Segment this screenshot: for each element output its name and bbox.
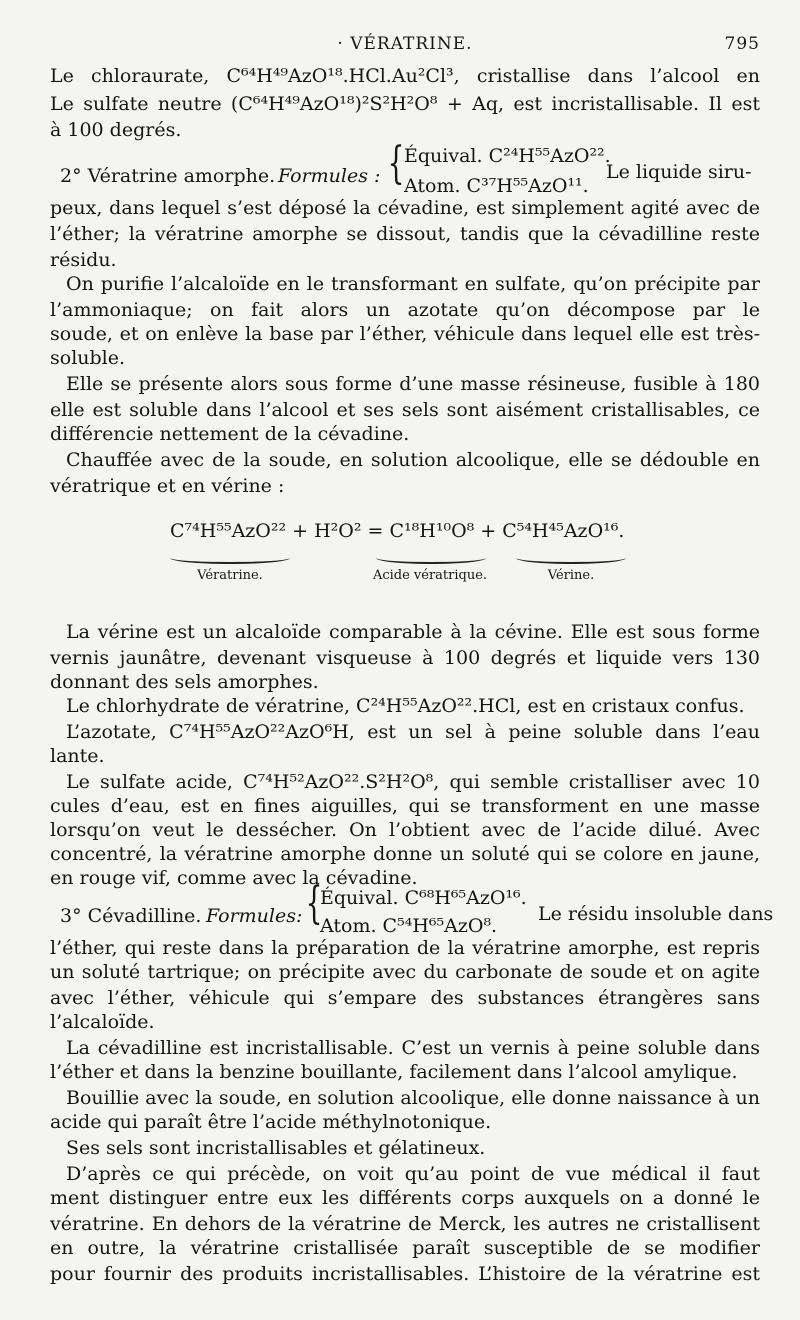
text-line: cules d’eau, est en fines aiguilles, qui se transforment en une masse: [50, 795, 760, 817]
text-line: La vérine est un alcaloïde comparable à la cévine. Elle est sous forme: [66, 621, 760, 643]
text-line: l’ammoniaque; on fait alors un azotate qu’on décompose par le: [50, 299, 760, 321]
text-line: La cévadilline est incristallisable. C’est un vernis à peine soluble dans: [66, 1037, 760, 1059]
formula-equival: Équival. C⁶⁸H⁶⁵AzO¹⁶.: [320, 887, 527, 909]
page-number: 795: [724, 34, 760, 54]
equation-label: Vérine.: [547, 568, 595, 583]
section-heading: 3° Cévadilline.: [60, 905, 202, 927]
text-line: Bouillie avec la soude, en solution alcoolique, elle donne naissance à un: [66, 1087, 760, 1109]
section-heading: 2° Vératrine amorphe.: [60, 165, 276, 187]
text-line: soluble.: [50, 347, 126, 369]
text-line: acide qui paraît être l’acide méthylnotonique.: [50, 1111, 492, 1133]
text-line: vératrine. En dehors de la vératrine de Merck, les autres ne cristallisent: [50, 1213, 760, 1235]
equation-label: Vératrine.: [197, 568, 263, 583]
text-line: l’éther; la vératrine amorphe se dissout, tandis que la cévadilline reste: [50, 223, 760, 245]
formula-equival: Équival. C²⁴H⁵⁵AzO²².: [404, 145, 611, 167]
text-line: Le sulfate acide, C⁷⁴H⁵²AzO²².S²H²O⁸, qui semble cristalliser avec 10: [66, 771, 760, 793]
text-line: Le chloraurate, C⁶⁴H⁴⁹AzO¹⁸.HCl.Au²Cl³, cristallise dans l’alcool en: [50, 65, 760, 87]
text-line: Le résidu insoluble dans: [538, 903, 774, 925]
text-line: Ses sels sont incristallisables et gélatineux.: [66, 1137, 486, 1159]
text-line: concentré, la vératrine amorphe donne un soluté qui se colore en jaune,: [50, 843, 760, 865]
brace-symbol: {: [305, 878, 323, 929]
text-line: soude, et on enlève la base par l’éther, véhicule dans lequel elle est très-: [50, 323, 760, 345]
text-line: l’éther, qui reste dans la préparation de la vératrine amorphe, est repris: [50, 937, 760, 959]
text-line: elle est soluble dans l’alcool et ses sels sont aisément cristallisables, ce: [50, 399, 760, 421]
text-line: en outre, la vératrine cristallisée paraît susceptible de se modifier: [50, 1237, 760, 1259]
text-line: D’après ce qui précède, on voit qu’au point de vue médical il faut: [66, 1163, 760, 1185]
text-line: Le sulfate neutre (C⁶⁴H⁴⁹AzO¹⁸)²S²H²O⁸ + Aq, est incristallisable. Il est: [50, 93, 760, 115]
underbrace: [170, 552, 290, 564]
chemical-equation: C⁷⁴H⁵⁵AzO²² + H²O² = C¹⁸H¹⁰O⁸ + C⁵⁴H⁴⁵AzO¹⁶.: [170, 520, 625, 542]
equation-label: Acide vératrique.: [372, 568, 488, 583]
text-line: On purifie l’alcaloïde en le transformant en sulfate, qu’on précipite par: [66, 273, 760, 295]
underbrace: [376, 552, 486, 564]
text-line: résidu.: [50, 249, 117, 271]
text-line: peux, dans lequel s’est déposé la cévadine, est simplement agité avec de: [50, 197, 760, 219]
text-line: Chauffée avec de la soude, en solution alcoolique, elle se dédouble en: [66, 449, 760, 471]
text-line: avec l’éther, véhicule qui s’empare des substances étrangères sans: [50, 987, 760, 1009]
text-line: Elle se présente alors sous forme d’une masse résineuse, fusible à 180: [66, 373, 760, 395]
formulas-label: Formules :: [278, 165, 381, 187]
underbrace: [516, 552, 626, 564]
text-line: en rouge vif, comme avec la cévadine.: [50, 867, 418, 889]
formula-atom: Atom. C³⁷H⁵⁵AzO¹¹.: [404, 175, 589, 197]
text-line: Le chlorhydrate de vératrine, C²⁴H⁵⁵AzO²².HCl, est en cristaux confus.: [66, 695, 745, 717]
text-line: à 100 degrés.: [50, 119, 182, 141]
text-line: lante.: [50, 745, 105, 767]
text-line: Le liquide siru-: [606, 161, 752, 183]
text-line: pour fournir des produits incristallisables. L’histoire de la vératrine est: [50, 1263, 760, 1285]
text-line: ment distinguer entre eux les différents corps auxquels on a donné le: [50, 1187, 760, 1209]
text-line: l’éther et dans la benzine bouillante, facilement dans l’alcool amylique.: [50, 1061, 738, 1083]
text-line: vernis jaunâtre, devenant visqueuse à 100 degrés et liquide vers 130: [50, 647, 760, 669]
text-line: lorsqu’on veut le dessécher. On l’obtient avec de l’acide dilué. Avec: [50, 819, 760, 841]
text-line: l’alcaloïde.: [50, 1011, 155, 1033]
text-line: différencie nettement de la cévadine.: [50, 423, 410, 445]
text-line: donnant des sels amorphes.: [50, 671, 319, 693]
running-title: · VÉRATRINE.: [337, 34, 473, 54]
brace-symbol: {: [387, 138, 405, 189]
text-line: L’azotate, C⁷⁴H⁵⁵AzO²²AzO⁶H, est un sel à peine soluble dans l’eau: [66, 721, 760, 743]
document-page: [50, 0, 774, 1320]
text-line: vératrique et en vérine :: [50, 475, 285, 497]
text-line: un soluté tartrique; on précipite avec du carbonate de soude et on agite: [50, 961, 760, 983]
page-header: [50, 34, 760, 58]
formulas-label: Formules:: [206, 905, 303, 927]
formula-atom: Atom. C⁵⁴H⁶⁵AzO⁸.: [320, 915, 498, 937]
